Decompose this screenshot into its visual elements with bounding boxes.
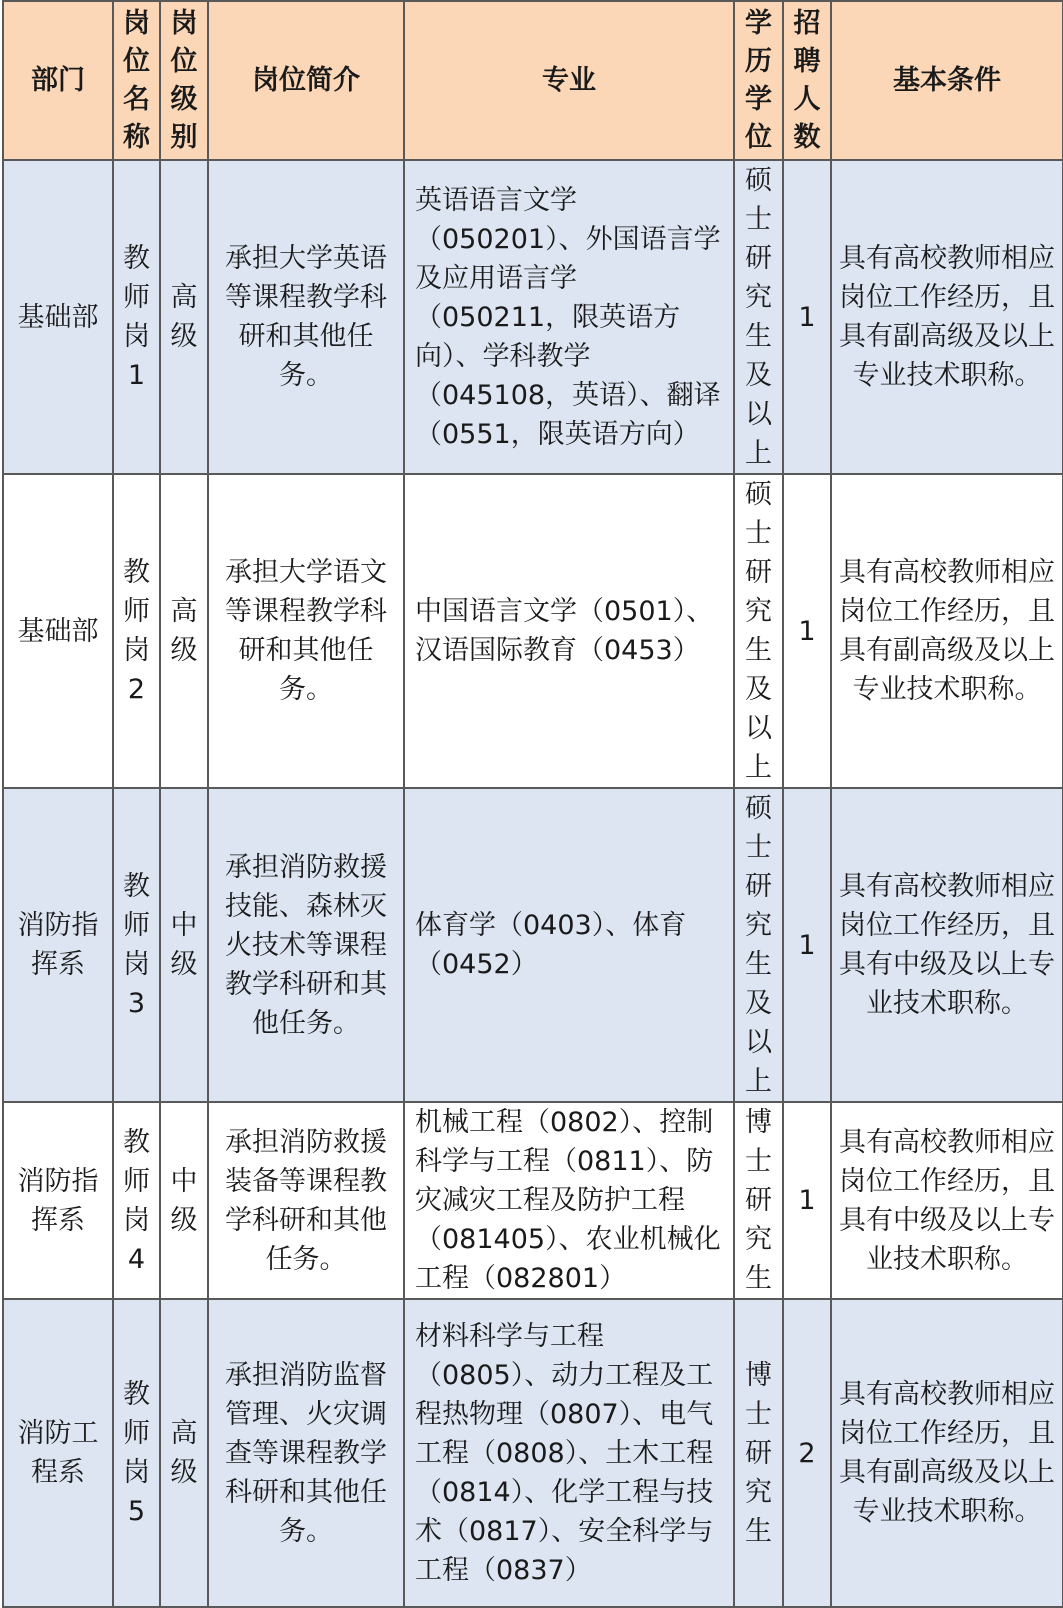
cell-major: 机械工程（0802）、控制科学与工程（0811）、防灾减灾工程及防护工程（081405）、农业机械化工程（082801）	[404, 1102, 734, 1299]
table-row	[3, 1102, 1063, 1299]
cell-post-name: 教师岗2	[113, 474, 160, 788]
header-intro: 岗位简介	[208, 1, 404, 160]
cell-degree: 硕士研究生及以上	[734, 160, 783, 474]
cell-major: 中国语言文学（0501）、汉语国际教育（0453）	[404, 474, 734, 788]
cell-post-level: 中级	[160, 1102, 208, 1299]
cell-post-name: 教师岗1	[113, 160, 160, 474]
cell-conditions: 具有高校教师相应岗位工作经历，且具有副高级及以上专业技术职称。	[831, 474, 1063, 788]
cell-count: 1	[783, 474, 831, 788]
cell-count: 1	[783, 788, 831, 1102]
table-row	[3, 474, 1063, 788]
cell-degree: 博士研究生	[734, 1299, 783, 1607]
table-row	[3, 1299, 1063, 1607]
cell-dept: 消防指挥系	[3, 788, 113, 1102]
recruitment-table	[2, 0, 1063, 1608]
cell-conditions: 具有高校教师相应岗位工作经历，且具有中级及以上专业技术职称。	[831, 788, 1063, 1102]
cell-count: 1	[783, 1102, 831, 1299]
cell-post-level: 高级	[160, 1299, 208, 1607]
cell-degree: 硕士研究生及以上	[734, 474, 783, 788]
cell-dept: 消防工程系	[3, 1299, 113, 1607]
header-degree: 学历学位	[734, 1, 783, 160]
cell-post-name: 教师岗5	[113, 1299, 160, 1607]
cell-major: 体育学（0403）、体育（0452）	[404, 788, 734, 1102]
cell-dept: 基础部	[3, 474, 113, 788]
cell-intro: 承担消防救援装备等课程教学科研和其他任务。	[208, 1102, 404, 1299]
cell-dept: 基础部	[3, 160, 113, 474]
header-post-name: 岗位名称	[113, 1, 160, 160]
table-row	[3, 788, 1063, 1102]
header-conditions: 基本条件	[831, 1, 1063, 160]
table-row	[3, 160, 1063, 474]
header-row	[3, 1, 1063, 160]
header-dept: 部门	[3, 1, 113, 160]
cell-intro: 承担消防救援技能、森林灭火技术等课程教学科研和其他任务。	[208, 788, 404, 1102]
header-count: 招聘人数	[783, 1, 831, 160]
cell-conditions: 具有高校教师相应岗位工作经历，且具有中级及以上专业技术职称。	[831, 1102, 1063, 1299]
cell-dept: 消防指挥系	[3, 1102, 113, 1299]
cell-post-name: 教师岗3	[113, 788, 160, 1102]
cell-intro: 承担大学语文等课程教学科研和其他任务。	[208, 474, 404, 788]
cell-degree: 硕士研究生及以上	[734, 788, 783, 1102]
cell-post-name: 教师岗4	[113, 1102, 160, 1299]
cell-intro: 承担大学英语等课程教学科研和其他任务。	[208, 160, 404, 474]
cell-conditions: 具有高校教师相应岗位工作经历，且具有副高级及以上专业技术职称。	[831, 1299, 1063, 1607]
cell-post-level: 高级	[160, 474, 208, 788]
cell-degree: 博士研究生	[734, 1102, 783, 1299]
cell-count: 2	[783, 1299, 831, 1607]
cell-major: 英语语言文学（050201）、外国语言学及应用语言学（050211，限英语方向）、学科教学（045108，英语）、翻译（0551，限英语方向）	[404, 160, 734, 474]
cell-count: 1	[783, 160, 831, 474]
cell-major: 材料科学与工程（0805）、动力工程及工程热物理（0807）、电气工程（0808）、土木工程（0814）、化学工程与技术（0817）、安全科学与工程（0837）	[404, 1299, 734, 1607]
cell-post-level: 中级	[160, 788, 208, 1102]
header-post-level: 岗位级别	[160, 1, 208, 160]
cell-post-level: 高级	[160, 160, 208, 474]
cell-intro: 承担消防监督管理、火灾调查等课程教学科研和其他任务。	[208, 1299, 404, 1607]
header-major: 专业	[404, 1, 734, 160]
cell-conditions: 具有高校教师相应岗位工作经历，且具有副高级及以上专业技术职称。	[831, 160, 1063, 474]
